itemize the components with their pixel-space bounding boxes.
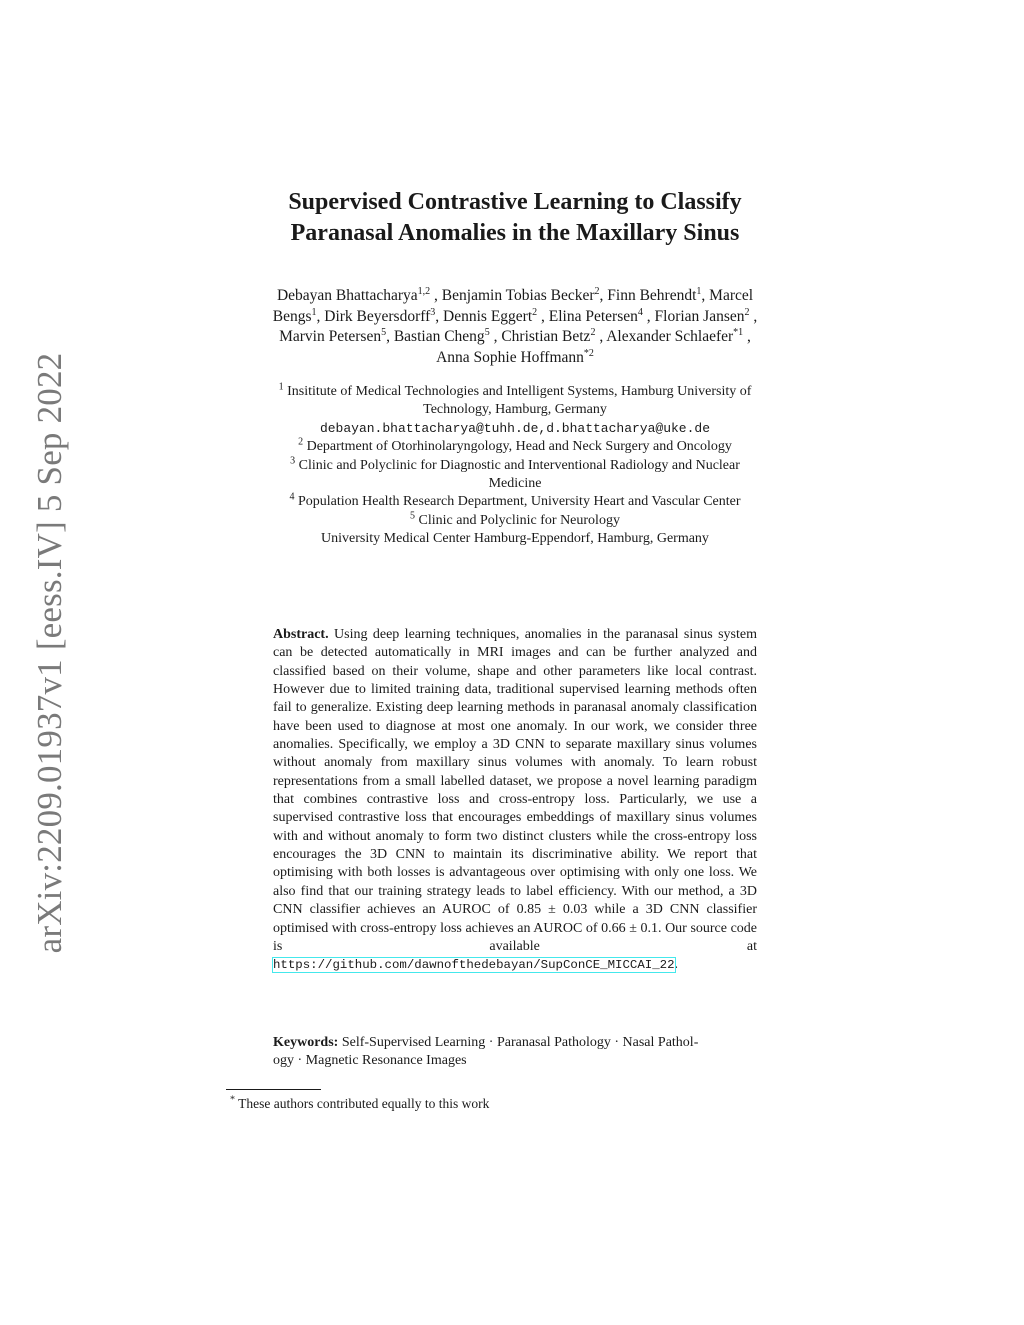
abstract-end: . [674,957,679,973]
author-line-2 [200,307,830,328]
footnote-mark: * [230,1094,235,1106]
author-separator: , [743,328,751,345]
affiliation-number: 4 [289,491,295,503]
affiliation-3 [200,454,830,475]
abstract-text: Using deep learning techniques, anomalies in the paranasal sinus system can be detected automatically in MRI images and can be further analyzed and classified based on their volume, shape and other parameters like local contrast. However due to limited training data, traditional supervised learning methods often fail to generalize. Existing deep learning methods in paranasal anomaly classification have been used to diagnose at most one anomaly. In our work, we consider three anomalies. Specifically, we employ a 3D CNN to separate maxillary sinus volumes without anomaly from maxillary sinus volumes with anomaly. To learn robust representations from a small labelled dataset, we propose a novel learning paradigm that combines contrastive loss and cross-entropy loss. Particularly, we use a supervised contrastive loss that encourages embeddings of maxillary sinus volumes with and without anomaly to form two distinct clusters while the cross-entropy loss encourages the 3D CNN to maintain its discriminative ability. We report that optimising with both losses is advantageous over optimising with only one loss. We also find that our training strategy leads to label efficiency. With our method, a 3D CNN classifier achieves an AUROC of 0.85 ± 0.03 while a 3D CNN classifier optimised with cross-entropy loss achieves an AUROC of 0.66 ± 0.1. Our source code is available at [273,627,757,954]
footnote-text: These authors contributed equally to this work [235,1096,490,1111]
affiliation-3-cont: Medicine [488,476,542,492]
author-name: , Finn Behrendt [599,287,697,304]
author-affil-mark: 4 [637,306,643,318]
author-name: Anna Sophie Hoffmann [436,348,584,366]
affiliation-list [200,383,830,549]
affiliation-number: 1 [278,381,284,393]
title-line-2: Paranasal Anomalies in the Maxillary Sinus [290,220,740,246]
author-affil-mark: 2 [594,285,600,297]
affiliation-5 [200,512,830,530]
abstract-label: Abstract. [273,627,329,642]
author-name: , Bastian Cheng [386,328,485,345]
author-affil-mark: *1 [733,326,744,338]
keywords-block [273,1034,779,1071]
footnote [230,1096,489,1112]
arxiv-sidebar [18,352,82,953]
author-name: Debayan Bhattacharya [276,287,418,304]
author-name: , Benjamin Tobias Becker [430,287,595,304]
affiliation-text: Clinic and Polyclinic for Neurology [415,512,620,528]
abstract-paragraph [273,626,757,975]
author-affil-mark: 3 [430,306,436,318]
affiliation-number: 2 [298,436,304,448]
keywords-line-2: ogy · Magnetic Resonance Images [273,1053,467,1069]
author-affil-mark: 1,2 [417,285,431,297]
author-name: Bengs [272,307,312,325]
paper-title [200,187,830,249]
author-affil-mark: 2 [532,306,538,318]
keywords-text: Self-Supervised Learning · Paranasal Pathology · Nasal Pathol- [338,1035,699,1050]
author-name: , Alexander Schlaefer [595,328,734,345]
author-affil-mark: *2 [583,347,594,359]
arxiv-identifier: arXiv:2209.01937v1 [eess.IV] 5 Sep 2022 [30,352,69,953]
author-affil-mark: 5 [484,326,490,338]
affiliation-text: Insititute of Medical Technologies and Intelligent Systems, Hamburg University of [283,384,752,399]
footnote-rule [226,1089,321,1090]
author-name: , Elina Petersen [537,307,638,325]
affiliation-4 [200,493,830,511]
author-affil-mark: 1 [696,285,702,297]
keywords-label: Keywords: [273,1035,339,1050]
affiliation-number: 3 [290,454,296,466]
author-name: , Dennis Eggert [435,307,533,325]
author-affil-mark: 5 [381,326,387,338]
contact-emails[interactable]: debayan.bhattacharya@tuhh.de,d.bhattacharya@uke.de [319,420,711,436]
affiliation-6: University Medical Center Hamburg-Eppendorf, Hamburg, Germany [321,531,709,547]
author-affil-mark: 2 [744,306,750,318]
author-separator: , [749,307,758,325]
author-line-4 [200,348,830,369]
abstract-block [273,626,757,975]
author-line-1 [200,286,830,307]
affiliation-text: Department of Otorhinolaryngology, Head and Neck Surgery and Oncology [303,439,732,455]
affiliation-1-cont: Technology, Hamburg, Germany [423,402,607,418]
author-affil-mark: 2 [590,326,596,338]
affiliation-text: Population Health Research Department, University Heart and Vascular Center [294,494,741,510]
author-name: Marvin Petersen [279,328,382,345]
author-affil-mark: 1 [311,306,317,318]
affiliation-text: Clinic and Polyclinic for Diagnostic and Interventional Radiology and Nuclear [295,457,740,473]
author-line-3 [200,327,830,348]
author-list [200,286,830,368]
author-name: , Christian Betz [489,328,591,345]
title-line-1: Supervised Contrastive Learning to Classify [288,189,742,215]
affiliation-2 [200,438,830,456]
author-name: , Florian Jansen [642,307,745,325]
author-name: , Marcel [701,287,754,304]
source-code-link[interactable]: https://github.com/dawnofthedebayan/SupConCE_MICCAI_22 [273,958,675,973]
affiliation-1 [200,383,830,401]
keywords-line-1 [273,1034,779,1052]
affiliation-number: 5 [410,510,416,522]
author-name: , Dirk Beyersdorff [316,307,431,325]
